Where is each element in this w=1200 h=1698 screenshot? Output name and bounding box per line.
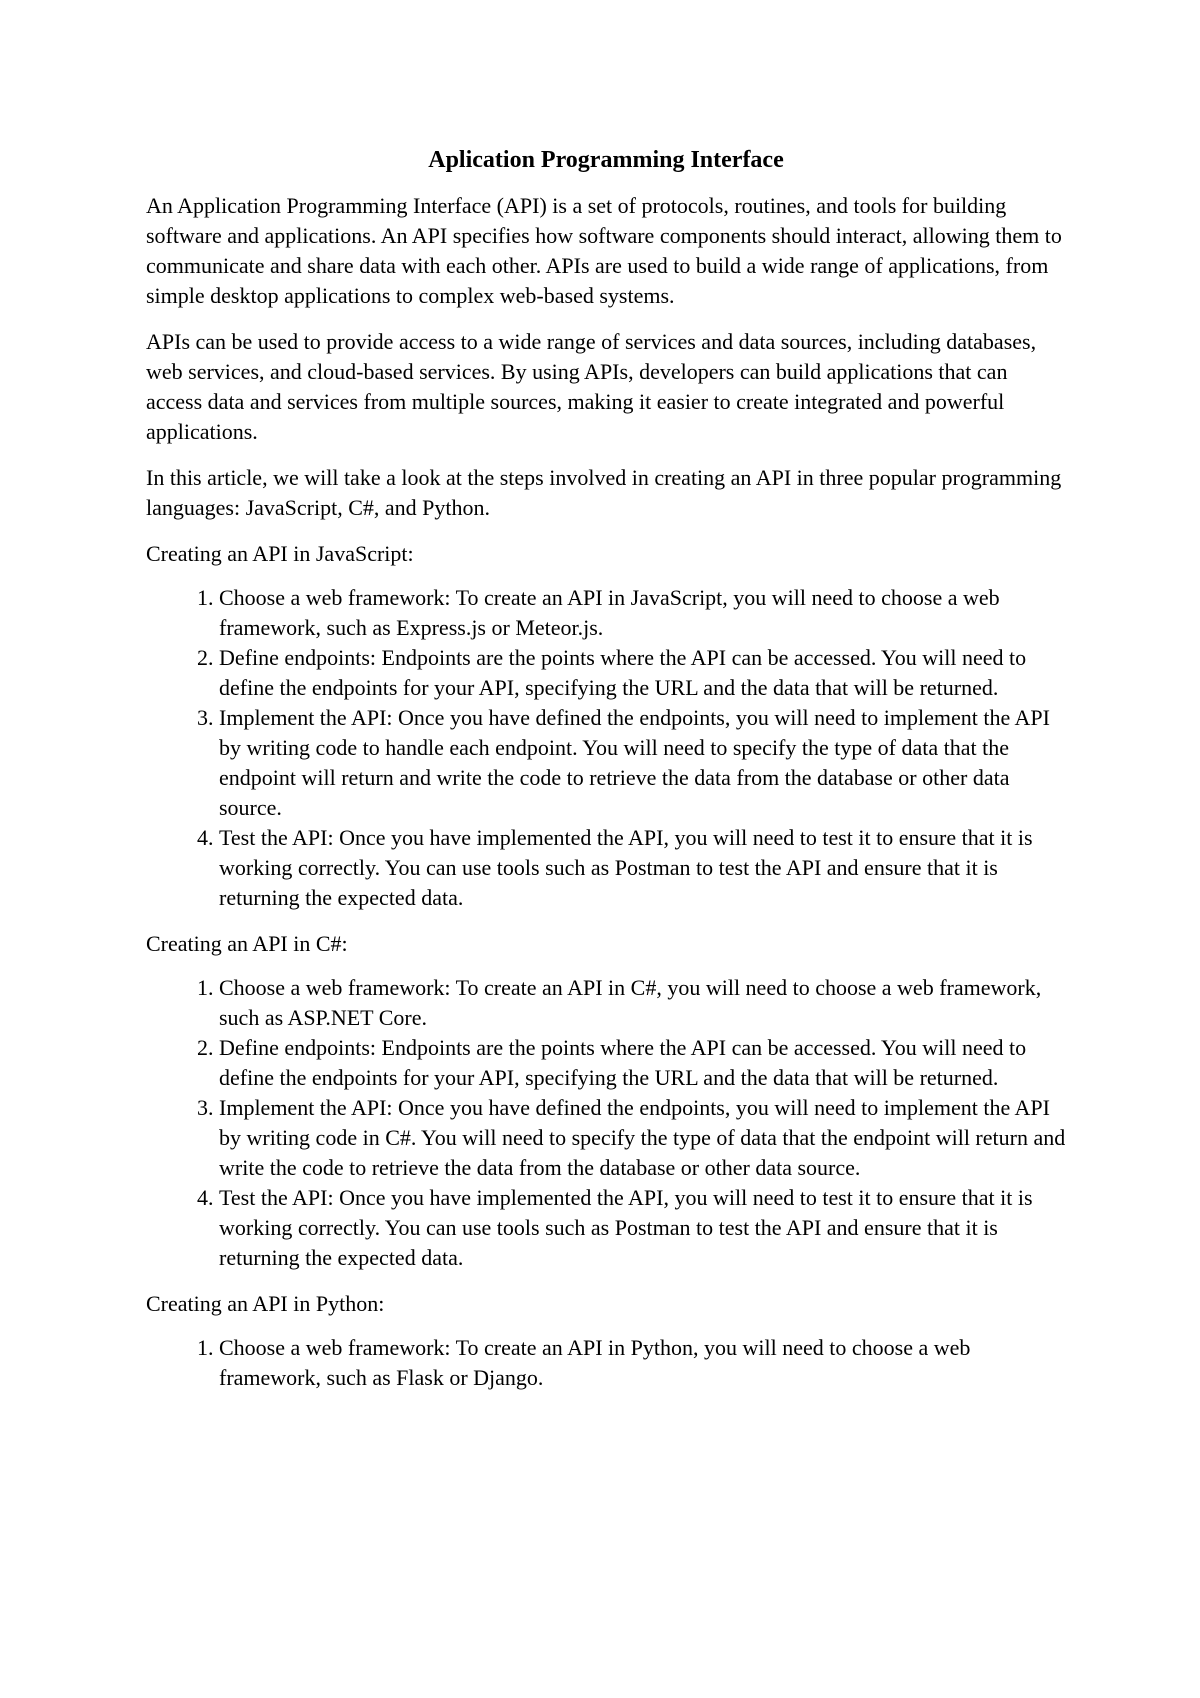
apis-access-paragraph: APIs can be used to provide access to a wide range of services and data sources, including databases, web services, and cloud-based services. By using APIs, developers can build applications that can access data and services from multiple sources, making it easier to create integrated and powerful applications. — [146, 329, 1037, 444]
section-heading-python: Creating an API in Python: — [146, 1291, 385, 1316]
intro-paragraph: An Application Programming Interface (API) is a set of protocols, routines, and tools for building software and applications. An API specifies how software components should interact, allowing them to communicate and share data with each other. APIs are used to build a wide range of applications, from simple desktop applications to complex web-based systems. — [146, 193, 1062, 308]
document-title: Aplication Programming Interface — [428, 147, 784, 173]
list-item: 2. Define endpoints: Endpoints are the points where the API can be accessed. You will need to define the endpoints for your API, specifying the URL and the data that will be returned. — [219, 1033, 1066, 1093]
list-item: 3. Implement the API: Once you have defined the endpoints, you will need to implement the API by writing code to handle each endpoint. You will need to specify the type of data that the endpoint will return and write the code to retrieve the data from the database or other data source. — [219, 703, 1066, 823]
steps-list-python — [146, 1333, 1066, 1393]
steps-list-javascript — [146, 583, 1066, 913]
list-item: 1. Choose a web framework: To create an API in JavaScript, you will need to choose a web framework, such as Express.js or Meteor.js. — [219, 583, 1066, 643]
list-item: 4. Test the API: Once you have implemented the API, you will need to test it to ensure that it is working correctly. You can use tools such as Postman to test the API and ensure that it is returning the expected data. — [219, 1183, 1066, 1273]
list-item: 1. Choose a web framework: To create an API in Python, you will need to choose a web framework, such as Flask or Django. — [219, 1333, 1066, 1393]
list-item: 4. Test the API: Once you have implemented the API, you will need to test it to ensure that it is working correctly. You can use tools such as Postman to test the API and ensure that it is returning the expected data. — [219, 823, 1066, 913]
steps-list-csharp — [146, 973, 1066, 1273]
document-body — [146, 145, 1066, 1409]
list-item: 3. Implement the API: Once you have defined the endpoints, you will need to implement the API by writing code in C#. You will need to specify the type of data that the endpoint will return and write the code to retrieve the data from the database or other data source. — [219, 1093, 1066, 1183]
section-heading-javascript: Creating an API in JavaScript: — [146, 541, 414, 566]
section-heading-csharp: Creating an API in C#: — [146, 931, 348, 956]
list-item: 2. Define endpoints: Endpoints are the points where the API can be accessed. You will need to define the endpoints for your API, specifying the URL and the data that will be returned. — [219, 643, 1066, 703]
list-item: 1. Choose a web framework: To create an API in C#, you will need to choose a web framework, such as ASP.NET Core. — [219, 973, 1066, 1033]
article-overview-paragraph: In this article, we will take a look at the steps involved in creating an API in three popular programming languages: JavaScript, C#, and Python. — [146, 465, 1062, 520]
